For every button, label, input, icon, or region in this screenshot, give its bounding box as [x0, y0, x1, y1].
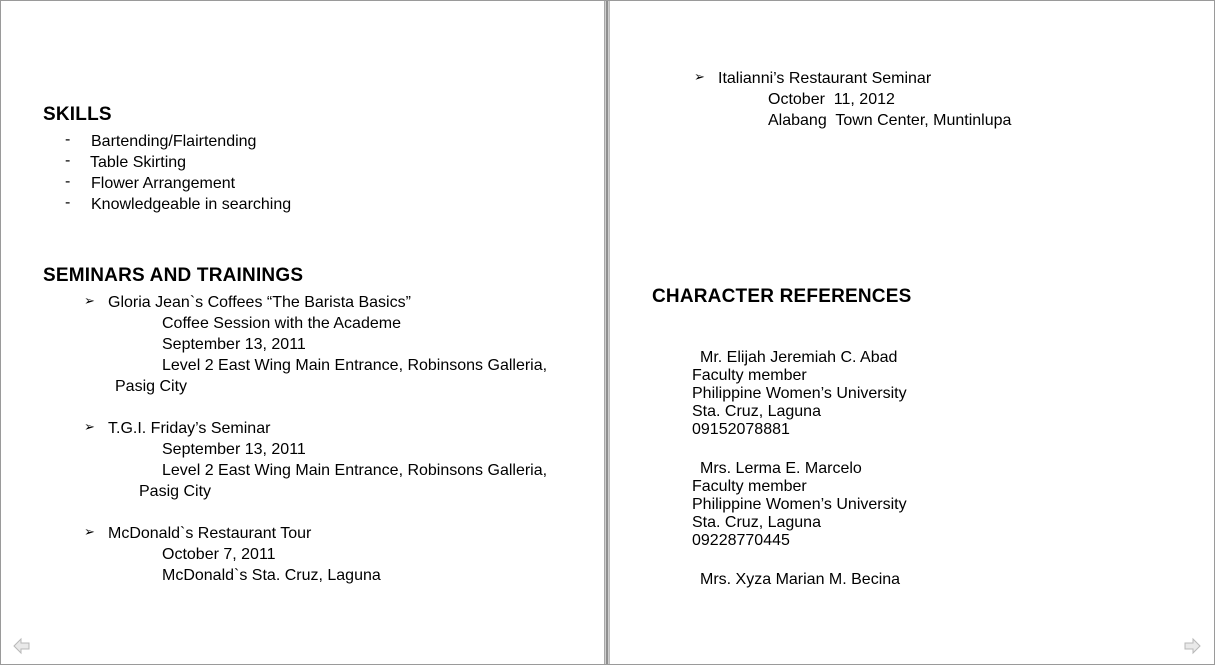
seminar-name: McDonald`s Restaurant Tour [108, 525, 312, 542]
reference-location: Sta. Cruz, Laguna [692, 403, 821, 420]
skills-heading: SKILLS [43, 104, 112, 125]
seminar-venue: Level 2 East Wing Main Entrance, Robinsons Galleria, [162, 462, 548, 479]
reference-name: Mrs. Lerma E. Marcelo [700, 460, 862, 477]
next-page-button[interactable] [1182, 636, 1202, 656]
dash-marker: - [65, 131, 71, 148]
seminar-name: Italianni’s Restaurant Seminar [718, 70, 932, 87]
right-page [610, 1, 1213, 664]
arrow-bullet-icon: ➢ [84, 524, 95, 539]
seminar-date: September 13, 2011 [162, 441, 306, 458]
reference-name: Mrs. Xyza Marian M. Becina [700, 571, 901, 588]
skill-item: Flower Arrangement [91, 175, 236, 192]
seminar-venue: Level 2 East Wing Main Entrance, Robinsons Galleria, [162, 357, 548, 374]
right-arrow-icon [1182, 636, 1202, 656]
dash-marker: - [65, 152, 71, 169]
reference-role: Faculty member [692, 367, 807, 384]
seminar-name: T.G.I. Friday’s Seminar [108, 420, 271, 437]
dash-marker: - [65, 173, 71, 190]
left-arrow-icon [12, 636, 32, 656]
arrow-bullet-icon: ➢ [694, 69, 705, 84]
arrow-bullet-icon: ➢ [84, 293, 95, 308]
seminar-name: Gloria Jean`s Coffees “The Barista Basics” [108, 294, 411, 311]
previous-page-button[interactable] [12, 636, 32, 656]
references-heading: CHARACTER REFERENCES [652, 286, 912, 307]
reference-name: Mr. Elijah Jeremiah C. Abad [700, 349, 898, 366]
left-page [1, 1, 604, 664]
skill-item: Bartending/Flairtending [91, 133, 257, 150]
seminar-date: October 11, 2012 [768, 91, 895, 108]
seminar-venue-wrap: Pasig City [115, 378, 188, 395]
seminar-detail: Coffee Session with the Academe [162, 315, 401, 332]
seminar-venue: Alabang Town Center, Muntinlupa [768, 112, 1012, 129]
reference-org: Philippine Women’s University [692, 496, 907, 513]
reference-phone: 09228770445 [692, 532, 790, 549]
seminars-heading: SEMINARS AND TRAININGS [43, 265, 304, 286]
skill-item: Table Skirting [90, 154, 187, 171]
seminar-venue-wrap: Pasig City [139, 483, 212, 500]
seminar-date: October 7, 2011 [162, 546, 276, 563]
skill-item: Knowledgeable in searching [91, 196, 292, 213]
seminar-venue: McDonald`s Sta. Cruz, Laguna [162, 567, 381, 584]
reference-role: Faculty member [692, 478, 807, 495]
arrow-bullet-icon: ➢ [84, 419, 95, 434]
reference-location: Sta. Cruz, Laguna [692, 514, 821, 531]
reference-phone: 09152078881 [692, 421, 790, 438]
seminar-date: September 13, 2011 [162, 336, 306, 353]
reference-org: Philippine Women’s University [692, 385, 907, 402]
dash-marker: - [65, 194, 71, 211]
